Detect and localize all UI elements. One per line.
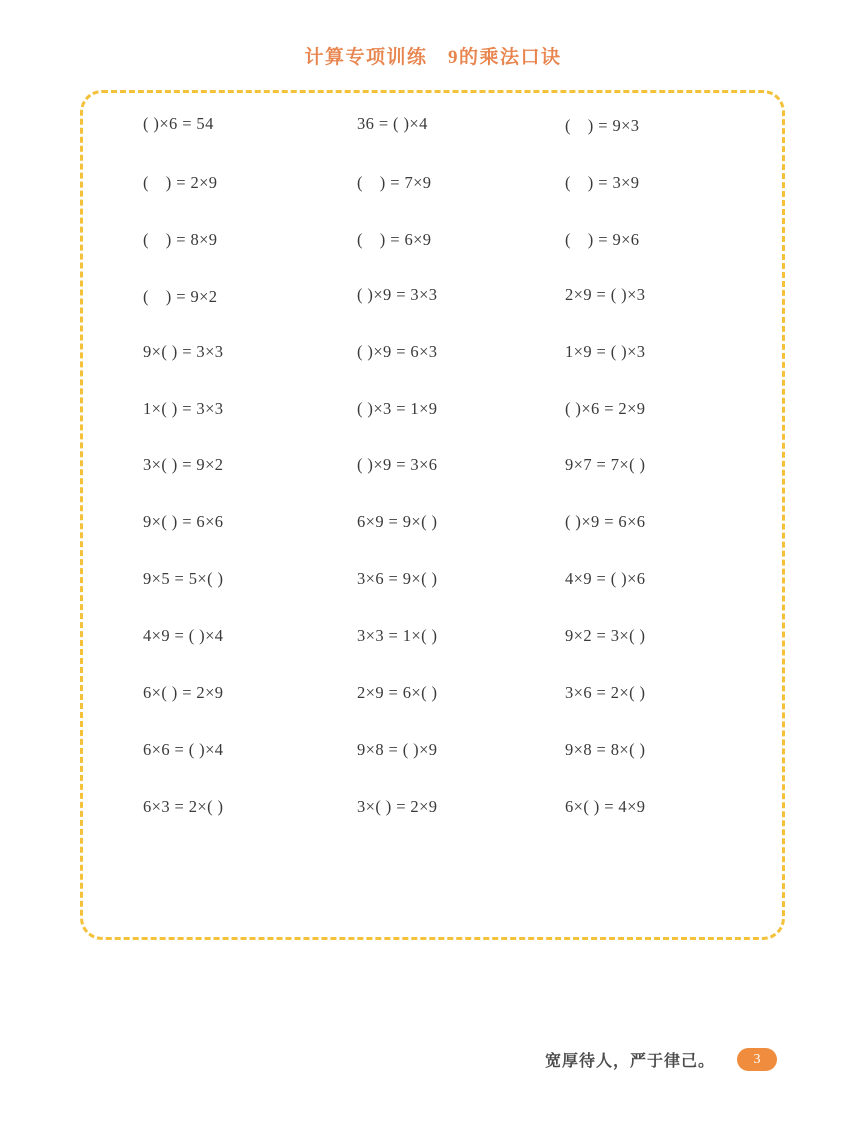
- problem-cell: 6×( ) = 4×9: [565, 796, 646, 816]
- problem-cell: 6×6 = ( )×4: [143, 739, 224, 759]
- problem-cell: 2×9 = ( )×3: [565, 284, 646, 304]
- problem-cell: 1×( ) = 3×3: [143, 398, 224, 418]
- problem-cell: 3×6 = 9×( ): [357, 569, 438, 589]
- problem-cell: 9×( ) = 3×3: [143, 341, 224, 361]
- problem-cell: 9×( ) = 6×6: [143, 512, 224, 532]
- problem-cell: 3×( ) = 9×2: [143, 455, 224, 475]
- problem-cell: ( ) = 9×2: [143, 286, 218, 306]
- problem-cell: ( )×6 = 54: [143, 114, 214, 134]
- problem-cell: ( ) = 7×9: [357, 173, 432, 193]
- problem-cell: ( ) = 8×9: [143, 230, 218, 250]
- problem-cell: ( )×6 = 2×9: [565, 398, 646, 418]
- problem-cell: 9×8 = 8×( ): [565, 739, 646, 759]
- problem-cell: ( )×9 = 3×6: [357, 455, 438, 475]
- problem-cell: ( )×9 = 6×3: [357, 341, 438, 361]
- problem-cell: 3×6 = 2×( ): [565, 682, 646, 702]
- problem-cell: ( )×9 = 3×3: [357, 284, 438, 304]
- problem-cell: ( ) = 6×9: [357, 230, 432, 250]
- problem-cell: ( ) = 9×6: [565, 230, 640, 250]
- problem-cell: 6×( ) = 2×9: [143, 682, 224, 702]
- problem-cell: 3×3 = 1×( ): [357, 626, 438, 646]
- problem-cell: ( ) = 9×3: [565, 116, 640, 136]
- problem-cell: 9×5 = 5×( ): [143, 569, 224, 589]
- problem-cell: ( )×3 = 1×9: [357, 398, 438, 418]
- problem-cell: 9×7 = 7×( ): [565, 455, 646, 475]
- page-footer: [545, 1048, 777, 1071]
- problem-cell: 3×( ) = 2×9: [357, 796, 438, 816]
- problem-cell: 4×9 = ( )×4: [143, 626, 224, 646]
- problem-cell: ( )×9 = 6×6: [565, 512, 646, 532]
- page-number-badge: 3: [737, 1048, 777, 1071]
- problem-cell: 2×9 = 6×( ): [357, 682, 438, 702]
- problem-cell: 36 = ( )×4: [357, 114, 428, 134]
- page-title: 计算专项训练 9的乘法口诀: [304, 47, 562, 68]
- problem-cell: ( ) = 3×9: [565, 173, 640, 193]
- problem-cell: 9×2 = 3×( ): [565, 626, 646, 646]
- problem-cell: 9×8 = ( )×9: [357, 739, 438, 759]
- worksheet-box: [80, 90, 785, 940]
- problem-cell: 6×9 = 9×( ): [357, 512, 438, 532]
- footer-motto: 宽厚待人，严于律己。: [544, 1053, 715, 1070]
- problem-cell: 6×3 = 2×( ): [143, 796, 224, 816]
- problem-cell: 1×9 = ( )×3: [565, 341, 646, 361]
- problems-grid: [143, 96, 764, 835]
- problem-cell: ( ) = 2×9: [143, 173, 218, 193]
- problem-cell: 4×9 = ( )×6: [565, 569, 646, 589]
